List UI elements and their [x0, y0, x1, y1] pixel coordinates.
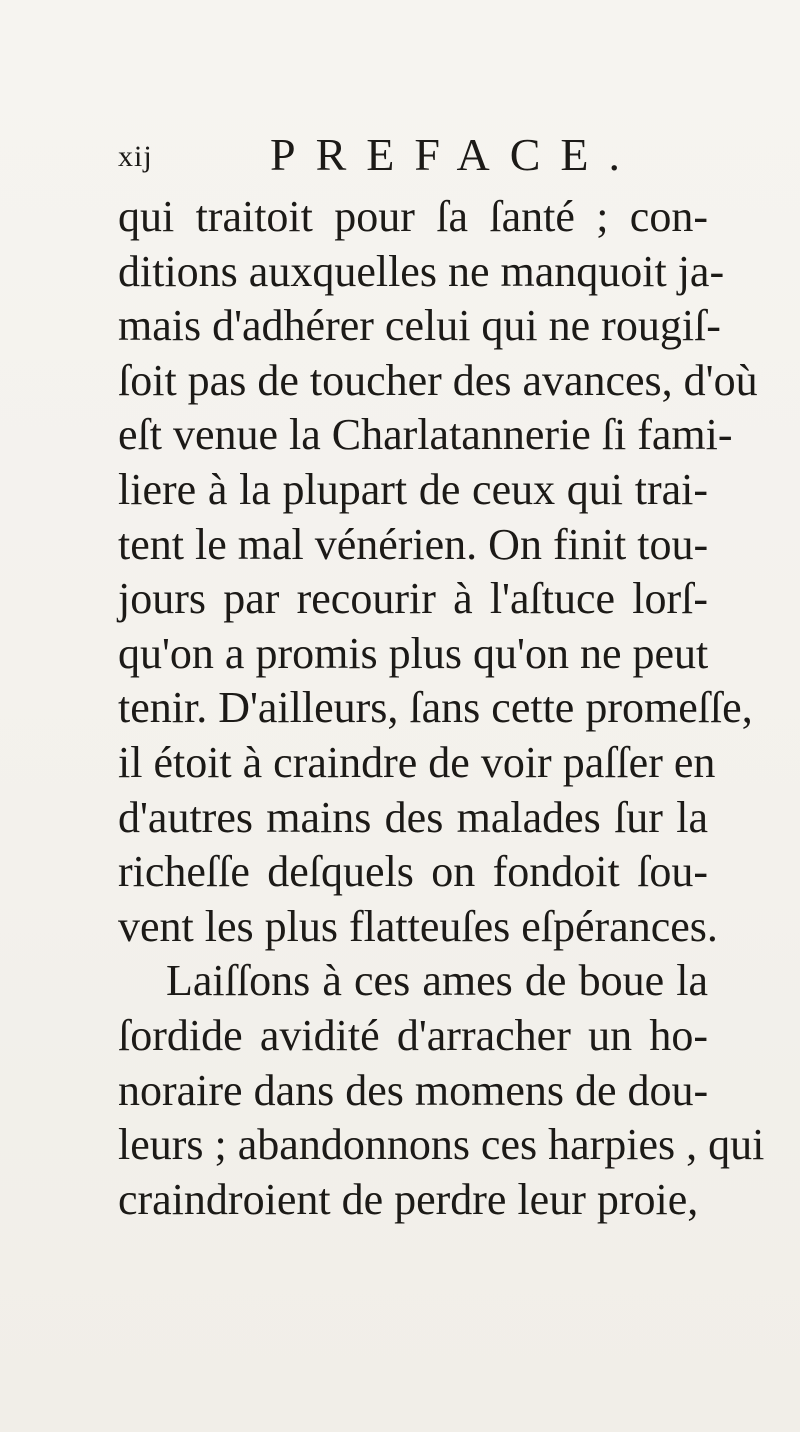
text-line: vent les plus flatteuſes eſpérances.: [118, 901, 718, 951]
text-line: mais d'adhérer celui qui ne rougiſ-: [118, 301, 721, 351]
body-text: [118, 190, 765, 1227]
text-line: ditions auxquelles ne manquoit ja-: [118, 246, 725, 296]
text-line: tent le mal vénérien. On finit tou-: [118, 519, 709, 569]
text-line: noraire dans des momens de dou-: [118, 1065, 709, 1115]
text-line: jours par recourir à l'aſtuce lorſ-: [118, 574, 708, 624]
text-line: il étoit à craindre de voir paſſer en: [118, 737, 716, 787]
text-line: richeſſe deſquels on fondoit ſou-: [118, 847, 708, 897]
page-header: [118, 124, 678, 184]
running-head: PREFACE.: [270, 129, 641, 180]
text-line: ſoit pas de toucher des avances, d'où: [118, 355, 758, 405]
text-line: liere à la plupart de ceux qui trai-: [118, 464, 708, 514]
folio-page-number: xij: [118, 140, 153, 173]
text-line: qui traitoit pour ſa ſanté ; con-: [118, 192, 708, 241]
text-line: Laiſſons à ces ames de boue la: [166, 956, 708, 1006]
text-line: eſt venue la Charlatannerie ſi fami-: [118, 410, 733, 460]
text-line: leurs ; abandonnons ces harpies , qui: [118, 1120, 765, 1170]
text-line: ſordide avidité d'arracher un ho-: [118, 1010, 708, 1060]
text-line: d'autres mains des malades ſur la: [118, 792, 708, 842]
text-line: craindroient de perdre leur proie,: [118, 1174, 699, 1224]
text-line: qu'on a promis plus qu'on ne peut: [118, 628, 709, 678]
text-line: tenir. D'ailleurs, ſans cette promeſſe,: [118, 683, 753, 733]
